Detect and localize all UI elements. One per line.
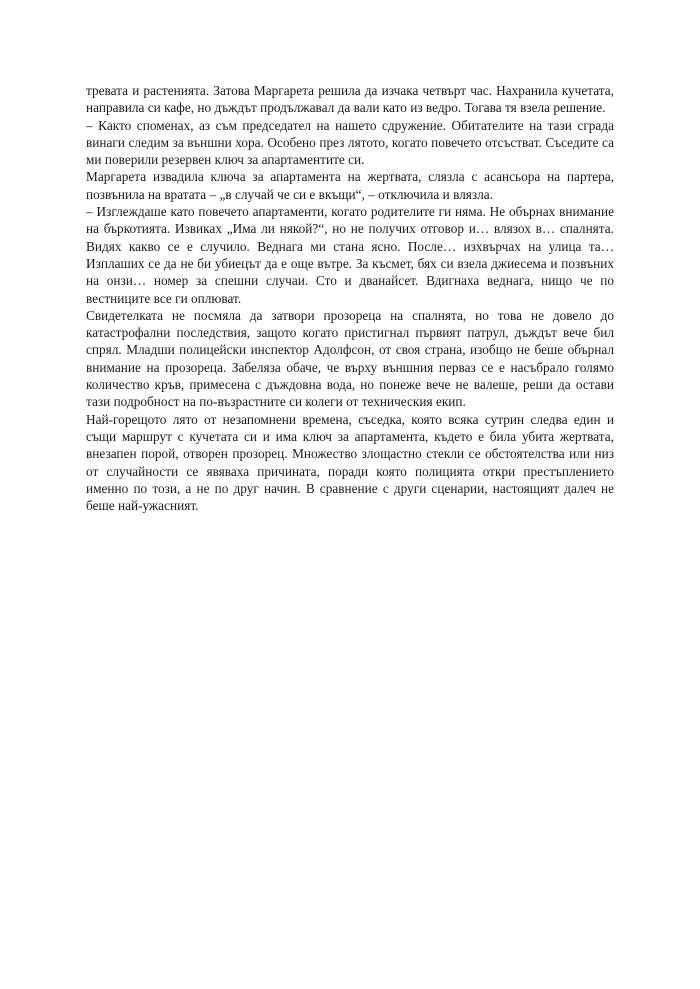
paragraph-2: – Както споменах, аз съм председател на нашето сдружение. Обитателите на тази сграда винаги следим за външни хора. Особено през лятото, когато повечето отсъстват. Съседите са ми поверили резервен ключ за апартаментите си. (86, 117, 614, 168)
paragraph-3: Маргарета извадила ключа за апартамента на жертвата, слязла с асансьора на партера, позвънила на вратата – „в случай че си е вкъщи“, – отключила и влязла. (86, 169, 614, 202)
document-page (86, 82, 614, 514)
paragraph-5: Свидетелката не посмяла да затвори прозореца на спалнята, но това не довело до катастрофални последствия, защото когато пристигнал първият патрул, дъждът вече бил спрял. Младши полицейски инспектор Адолфсон, от своя страна, изобщо не беше обърнал внимание на прозореца. Забеляза обаче, че върху външния перваз се е насъбрало голямо количество кръв, примесена с дъждовна вода, но понеже вече не валеше, реши да остави тази подробност на по-възрастните си колеги от техническия екип. (86, 307, 614, 410)
paragraph-6: Най-горещото лято от незапомнени времена, съседка, която всяка сутрин следва един и същи маршрут с кучетата си и има ключ за апартамента, където е била убита жертвата, внезапен порой, отворен прозорец. Множество злощастно стекли се обстоятелства или низ от случайности се явяваха причината, поради която полицията откри престъплението именно по този, а не по друг начин. В сравнение с други сценарии, настоящият далеч не беше най-ужасният. (86, 411, 614, 514)
paragraph-4: – Изглеждаше като повечето апартаменти, когато родителите ги няма. Не обърнах внимание на бъркотията. Извиках „Има ли някой?“, но не получих отговор и… влязох в… спалнята. Видях какво се е случило. Веднага ми стана ясно. После… изхвърчах на улица та… Изплаших се да не би убиецът да е още вътре. За късмет, бях си взела джиесема и позвъних на онзи… номер за спешни случаи. Сто и дванайсет. Вдигнаха веднага, нищо че по вестниците все ги оплюват. (86, 204, 614, 306)
paragraph-1: тревата и растенията. Затова Маргарета решила да изчака четвърт час. Нахранила кучетата, направила си кафе, но дъждът продължавал да вали като из ведро. Тогава тя взела решение. (86, 83, 614, 116)
